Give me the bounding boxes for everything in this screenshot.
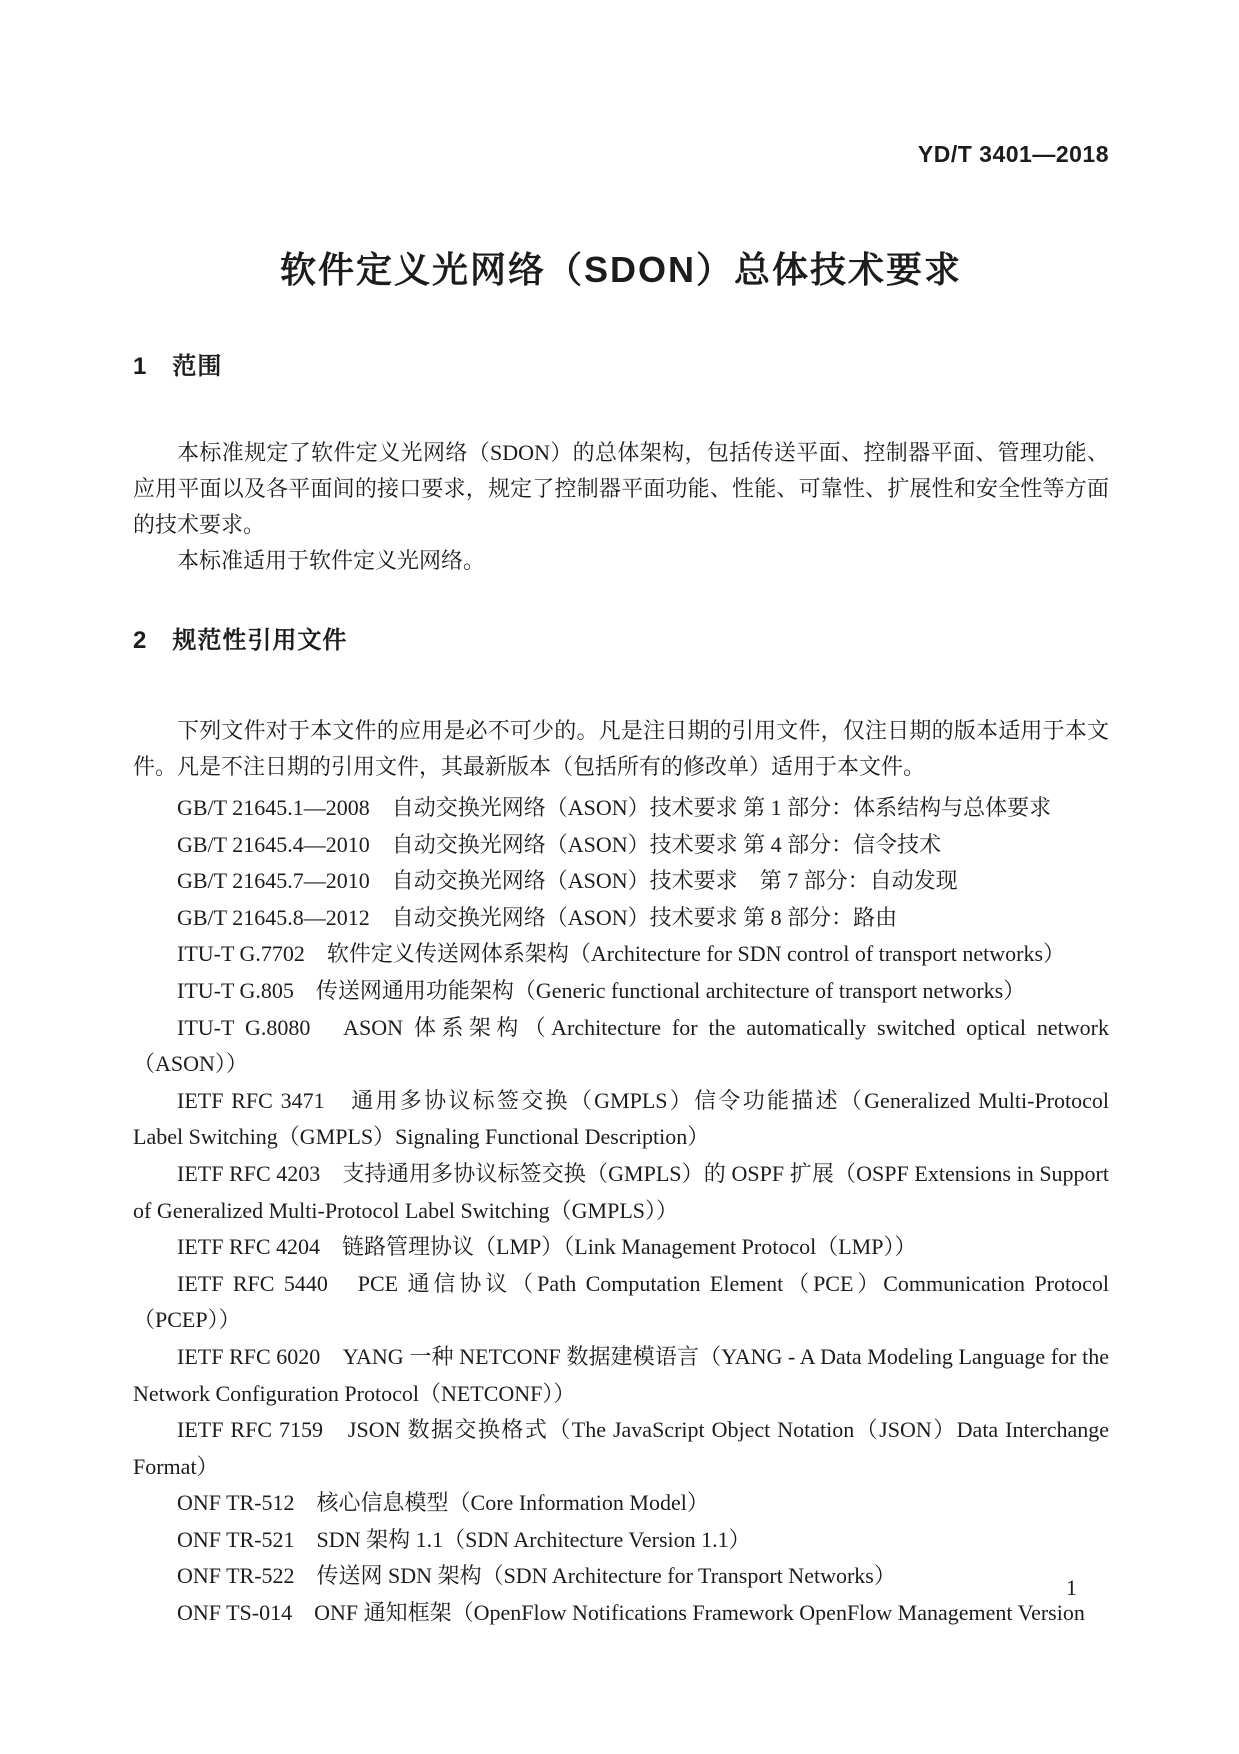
scope-paragraph-1: 本标准规定了软件定义光网络（SDON）的总体架构，包括传送平面、控制器平面、管理功能、应用平面以及各平面间的接口要求，规定了控制器平面功能、性能、可靠性、扩展性和安全性等方面的技术要求。 <box>133 440 1109 537</box>
reference-item: IETF RFC 6020 YANG 一种 NETCONF 数据建模语言（YANG - A Data Modeling Language for the Network Configuration Protocol（NETCONF）） <box>133 1343 1109 1406</box>
reference-item: ONF TR-512 核心信息模型（Core Information Model） <box>177 1490 709 1516</box>
reference-item: ITU-T G.805 传送网通用功能架构（Generic functional architecture of transport networks） <box>177 977 1026 1003</box>
reference-item: GB/T 21645.8—2012 自动交换光网络（ASON）技术要求 第 8 部分：路由 <box>177 904 898 930</box>
document-title: 软件定义光网络（SDON）总体技术要求 <box>279 249 962 290</box>
scope-paragraph-2: 本标准适用于软件定义光网络。 <box>177 548 486 573</box>
reference-item: ITU-T G.7702 软件定义传送网体系架构（Architecture for SDN control of transport networks） <box>177 941 1066 967</box>
reference-item: GB/T 21645.7—2010 自动交换光网络（ASON）技术要求 第 7 部分：自动发现 <box>177 868 958 894</box>
section-2-heading: 2 规范性引用文件 <box>133 627 348 654</box>
reference-item: ONF TS-014 ONF 通知框架（OpenFlow Notifications Framework OpenFlow Management Version <box>177 1600 1085 1626</box>
reference-item: IETF RFC 3471 通用多协议标签交换（GMPLS）信令功能描述（Generalized Multi-Protocol Label Switching（GMPLS）Signaling Functional Description） <box>133 1087 1109 1150</box>
reference-item: IETF RFC 4204 链路管理协议（LMP）（Link Management Protocol（LMP）） <box>177 1234 917 1260</box>
references-intro-paragraph: 下列文件对于本文件的应用是必不可少的。凡是注日期的引用文件，仅注日期的版本适用于本文件。凡是不注日期的引用文件，其最新版本（包括所有的修改单）适用于本文件。 <box>133 718 1109 779</box>
reference-item: GB/T 21645.4—2010 自动交换光网络（ASON）技术要求 第 4 部分：信令技术 <box>177 831 942 857</box>
page-number: 1 <box>1066 1575 1077 1600</box>
standard-number: YD/T 3401—2018 <box>917 141 1109 167</box>
reference-item: IETF RFC 5440 PCE 通信协议（Path Computation Element（PCE）Communication Protocol（PCEP）） <box>133 1270 1109 1333</box>
page-content <box>133 142 1109 1632</box>
reference-item: IETF RFC 4203 支持通用多协议标签交换（GMPLS）的 OSPF 扩展（OSPF Extensions in Support of Generalized Multi-Protocol Label Switching（GMPLS）） <box>133 1160 1109 1223</box>
reference-item: ONF TR-521 SDN 架构 1.1（SDN Architecture Version 1.1） <box>177 1526 751 1552</box>
reference-item: GB/T 21645.1—2008 自动交换光网络（ASON）技术要求 第 1 部分：体系结构与总体要求 <box>177 795 1052 820</box>
reference-item: IETF RFC 7159 JSON 数据交换格式（The JavaScript Object Notation（JSON）Data Interchange Format） <box>133 1417 1109 1479</box>
reference-item: ONF TR-522 传送网 SDN 架构（SDN Architecture for Transport Networks） <box>177 1563 896 1589</box>
section-1-heading: 1 范围 <box>133 353 223 380</box>
reference-item: ITU-T G.8080 ASON 体系架构（Architecture for the automatically switched optical network（ASON）） <box>133 1014 1109 1077</box>
